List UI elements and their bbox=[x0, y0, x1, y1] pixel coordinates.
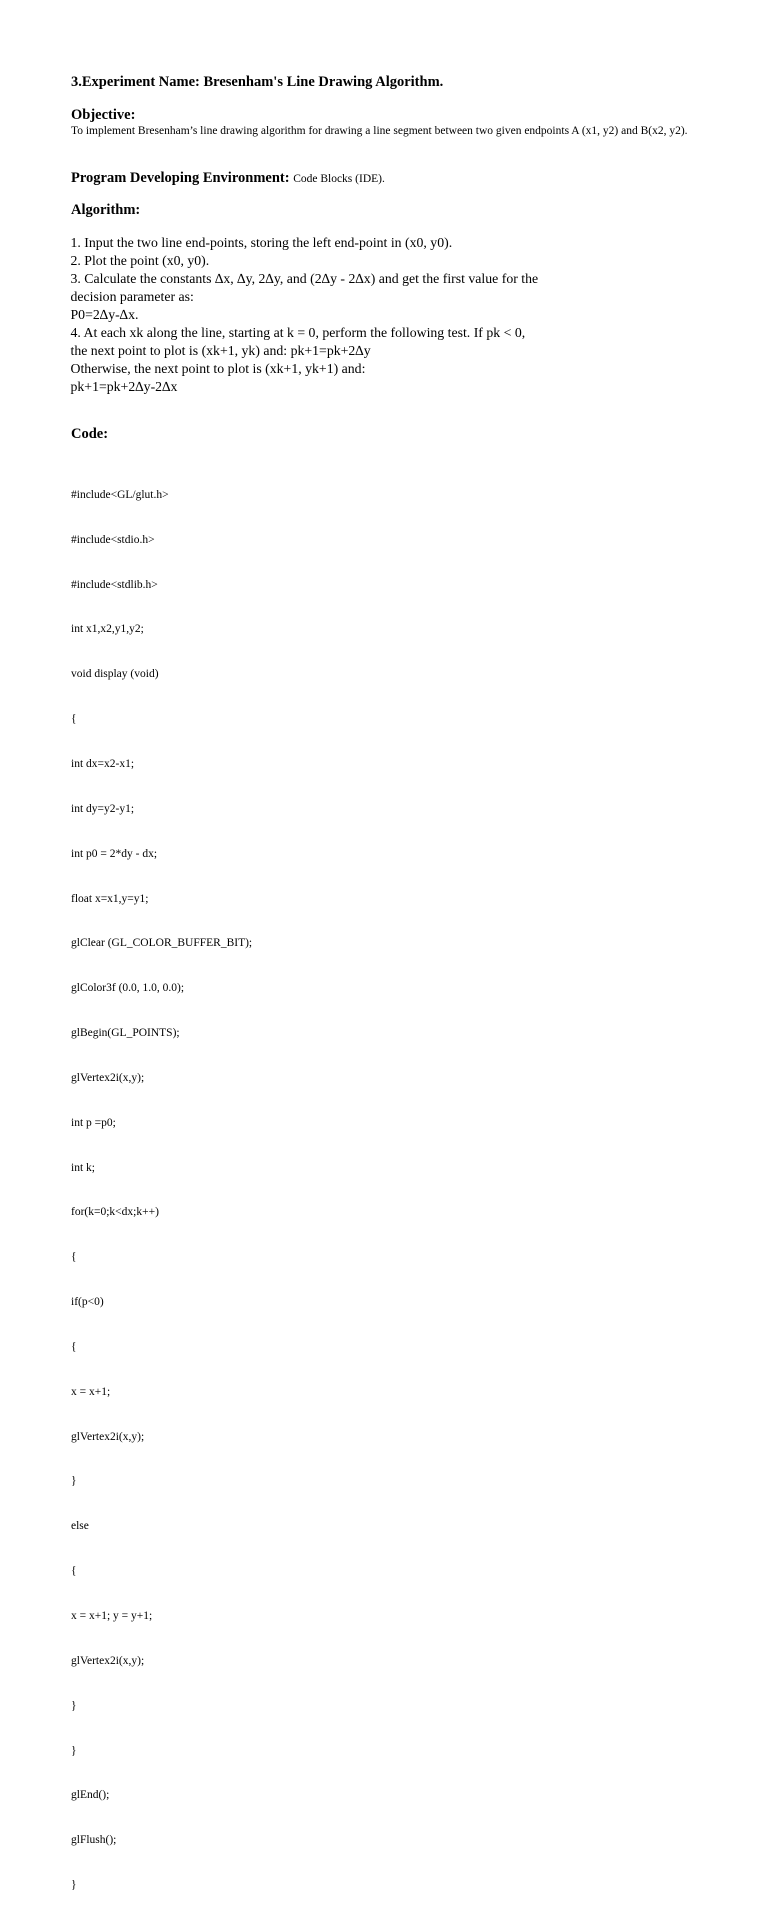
objective-heading: Objective: bbox=[71, 107, 136, 123]
code-line: int p0 = 2*dy - dx; bbox=[71, 847, 158, 860]
code-line: glFlush(); bbox=[71, 1834, 117, 1847]
code-line: for(k=0;k<dx;k++) bbox=[71, 1206, 159, 1219]
code-line: void display (void) bbox=[71, 668, 159, 681]
algorithm-line: pk+1=pk+2∆y-2∆x bbox=[70, 379, 178, 394]
objective-text: To implement Bresenham’s line drawing algorithm for drawing a line segment between two given endpoints A (x1, y2) and B(x2, y2). bbox=[71, 125, 688, 137]
environment-value: Code Blocks (IDE). bbox=[293, 173, 385, 185]
code-line: #include<stdio.h> bbox=[71, 533, 155, 546]
code-line: { bbox=[71, 1565, 77, 1578]
code-line: #include<stdlib.h> bbox=[71, 578, 158, 591]
algorithm-line: Otherwise, the next point to plot is (xk+1, yk+1) and: bbox=[70, 361, 366, 376]
code-line: int x1,x2,y1,y2; bbox=[71, 623, 144, 636]
algorithm-steps bbox=[71, 234, 711, 396]
algorithm-line: 3. Calculate the constants ∆x, ∆y, 2∆y, and (2∆y - 2∆x) and get the first value for the bbox=[70, 271, 539, 286]
code-line: glEnd(); bbox=[71, 1789, 110, 1802]
algorithm-line: decision parameter as: bbox=[70, 289, 194, 304]
code-line: int dy=y2-y1; bbox=[71, 802, 135, 815]
code-line: glBegin(GL_POINTS); bbox=[71, 1027, 180, 1040]
algorithm-line: 2. Plot the point (x0, y0). bbox=[70, 253, 210, 268]
code-line: } bbox=[71, 1475, 77, 1488]
code-line: } bbox=[71, 1744, 77, 1757]
code-line: int dx=x2-x1; bbox=[71, 757, 135, 770]
code-line: if(p<0) bbox=[71, 1296, 104, 1309]
code-line: x = x+1; y = y+1; bbox=[71, 1610, 153, 1622]
code-line: #include<GL/glut.h> bbox=[71, 488, 169, 501]
experiment-title: 3.Experiment Name: Bresenham's Line Drawing Algorithm. bbox=[71, 74, 444, 90]
code-line: { bbox=[71, 1340, 77, 1353]
code-line: { bbox=[71, 1251, 77, 1264]
environment-heading: Program Developing Environment: bbox=[71, 170, 290, 186]
code-line: } bbox=[71, 1879, 77, 1892]
environment-line bbox=[71, 170, 385, 187]
algorithm-line: 4. At each xk along the line, starting at k = 0, perform the following test. If pk < 0, bbox=[70, 325, 526, 340]
code-line: glVertex2i(x,y); bbox=[71, 1654, 145, 1667]
code-line: glClear (GL_COLOR_BUFFER_BIT); bbox=[71, 937, 253, 950]
code-line: int k; bbox=[71, 1161, 95, 1174]
code-line: glColor3f (0.0, 1.0, 0.0); bbox=[71, 982, 185, 995]
code-heading: Code: bbox=[71, 426, 109, 442]
code-line: x = x+1; bbox=[71, 1385, 111, 1398]
code-line: int p =p0; bbox=[71, 1116, 116, 1129]
code-line: } bbox=[71, 1699, 77, 1712]
algorithm-line: the next point to plot is (xk+1, yk) and: pk+1=pk+2∆y bbox=[70, 343, 371, 358]
code-line: { bbox=[71, 713, 77, 726]
algorithm-line: 1. Input the two line end-points, storing the left end-point in (x0, y0). bbox=[70, 235, 453, 250]
algorithm-line: P0=2∆y-∆x. bbox=[70, 307, 139, 322]
code-listing bbox=[71, 458, 252, 1923]
code-line: glVertex2i(x,y); bbox=[71, 1430, 145, 1443]
code-line: else bbox=[71, 1520, 89, 1533]
algorithm-heading: Algorithm: bbox=[71, 202, 141, 218]
code-line: float x=x1,y=y1; bbox=[71, 892, 149, 905]
code-line: glVertex2i(x,y); bbox=[71, 1071, 145, 1084]
